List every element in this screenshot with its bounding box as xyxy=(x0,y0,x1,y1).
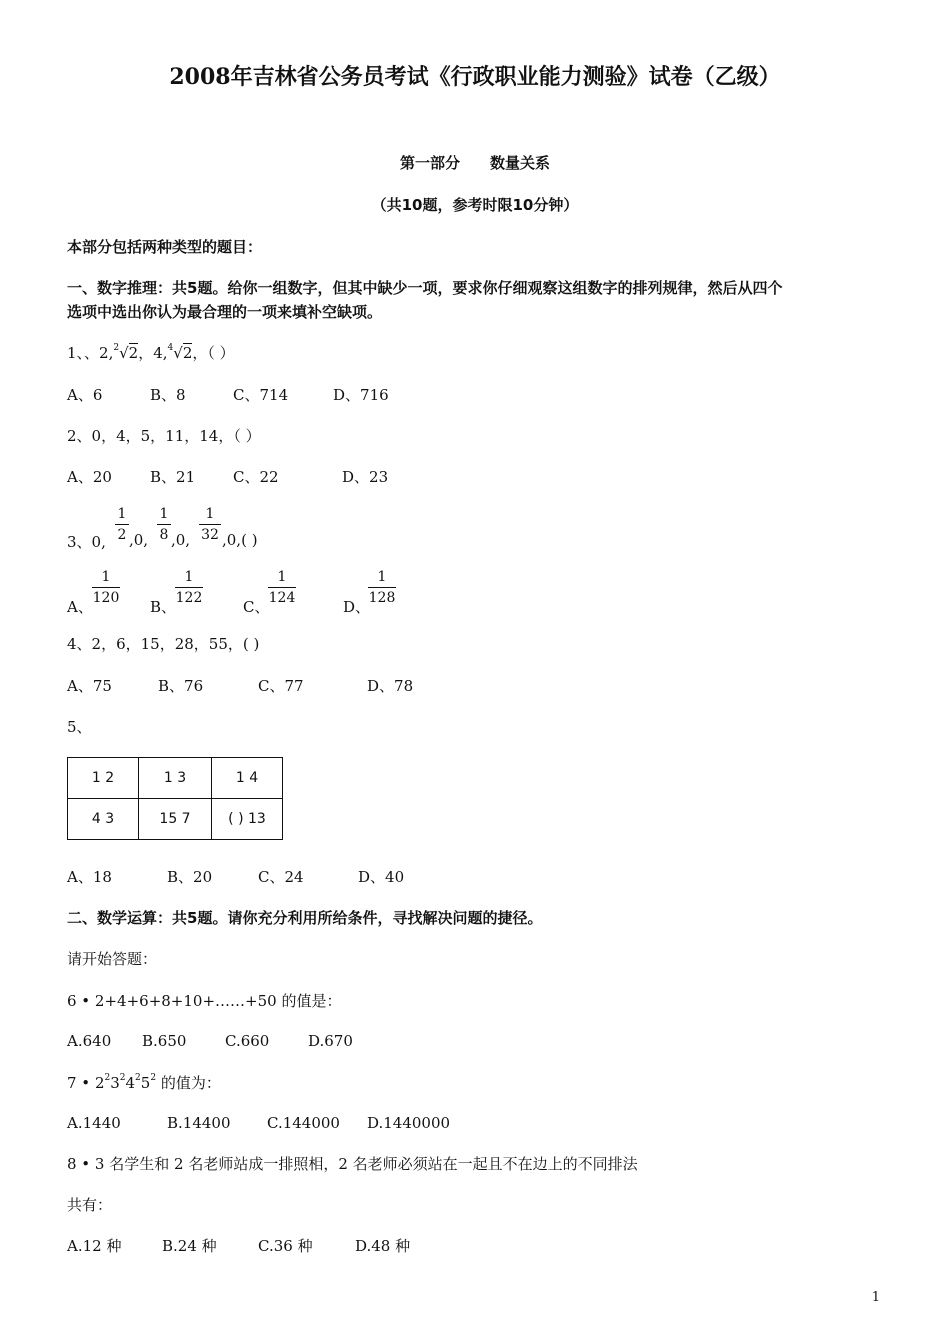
q5-option-d: D、40 xyxy=(358,868,405,886)
q5-option-b: B、20 xyxy=(167,868,213,886)
q3-option-a-label: A、 xyxy=(67,598,93,616)
q2-option-d: D、23 xyxy=(342,468,389,486)
q3-suffix: ,0,( ) xyxy=(222,531,258,549)
q1-option-d: D、716 xyxy=(333,386,389,404)
q5-number-grid xyxy=(67,757,283,840)
section2-heading: 二、数学运算：共5题。请你充分利用所给条件，寻找解决问题的捷径。 xyxy=(67,909,543,927)
q3-sep-1: ,0, xyxy=(129,531,149,549)
q3-option-d-fraction: 1 128 xyxy=(368,569,396,606)
page-number: 1 xyxy=(871,1290,880,1305)
q2-option-b: B、21 xyxy=(150,468,196,486)
q3-fraction-2: 1 8 xyxy=(157,506,171,543)
intro-text: 本部分包括两种类型的题目： xyxy=(67,238,263,256)
question-1 xyxy=(67,342,235,363)
start-instruction: 请开始答题： xyxy=(67,950,158,968)
q2-option-a: A、20 xyxy=(67,468,112,486)
q1-root2: $^4$√2 xyxy=(167,343,193,362)
part-heading: 第一部分 数量关系 xyxy=(399,154,550,172)
q1-prefix: 1、、2, xyxy=(67,344,114,362)
grid-cell: ( ) 13 xyxy=(212,799,283,840)
q3-option-c-fraction: 1 124 xyxy=(268,569,296,606)
q3-option-c-label: C、 xyxy=(243,598,270,616)
q6-option-b: B.650 xyxy=(142,1032,187,1050)
q7-option-d: D.1440000 xyxy=(367,1114,451,1132)
q1-option-b: B、8 xyxy=(150,386,186,404)
radical-icon: √ xyxy=(173,344,183,362)
q6-option-c: C.660 xyxy=(225,1032,270,1050)
radical-icon: √ xyxy=(119,344,129,362)
q3-option-d-label: D、 xyxy=(343,598,371,616)
grid-cell: 15 7 xyxy=(139,799,212,840)
q2-option-c: C、22 xyxy=(233,468,279,486)
grid-row xyxy=(68,799,283,840)
q7-option-b: B.14400 xyxy=(167,1114,231,1132)
q3-option-a-fraction: 1 120 xyxy=(92,569,120,606)
q5-option-a: A、18 xyxy=(67,868,112,886)
q3-fraction-1: 1 2 xyxy=(115,506,129,543)
q1-mid: ，4, xyxy=(138,344,168,362)
q1-option-c: C、714 xyxy=(233,386,289,404)
question-4: 4、2，6，15，28，55，( ) xyxy=(67,635,260,653)
question-8-line2: 共有： xyxy=(67,1196,113,1214)
document-title: 2008年吉林省公务员考试《行政职业能力测验》试卷（乙级） xyxy=(169,64,781,90)
q3-prefix: 3、0, xyxy=(67,533,106,551)
q6-option-d: D.670 xyxy=(308,1032,353,1050)
q5-option-c: C、24 xyxy=(258,868,304,886)
q3-option-b-label: B、 xyxy=(150,598,177,616)
q8-option-b: B.24 种 xyxy=(162,1237,217,1255)
q4-option-c: C、77 xyxy=(258,677,304,695)
grid-cell: 4 3 xyxy=(68,799,139,840)
q7-option-c: C.144000 xyxy=(267,1114,340,1132)
grid-cell: 1 3 xyxy=(139,758,212,799)
q1-option-a: A、6 xyxy=(67,386,103,404)
question-5: 5、 xyxy=(67,718,92,736)
q4-option-b: B、76 xyxy=(158,677,204,695)
q4-option-a: A、75 xyxy=(67,677,112,695)
q6-option-a: A.640 xyxy=(67,1032,112,1050)
section1-line1: 一、数字推理：共5题。给你一组数字，但其中缺少一项，要求你仔细观察这组数字的排列规律，然后从四个 xyxy=(67,279,783,297)
question-2: 2、0，4，5，11，14，（ ） xyxy=(67,427,261,445)
q3-sep-2: ,0, xyxy=(171,531,191,549)
q7-option-a: A.1440 xyxy=(67,1114,121,1132)
q8-option-a: A.12 种 xyxy=(67,1237,122,1255)
q8-option-d: D.48 种 xyxy=(355,1237,411,1255)
grid-cell: 1 2 xyxy=(68,758,139,799)
part-note: （共10题，参考时限10分钟） xyxy=(371,196,579,214)
question-7: 7 • $2^23^24^25^2$ 的值为： xyxy=(67,1073,221,1092)
question-8-line1: 8 • 3 名学生和 2 名老师站成一排照相，2 名老师必须站在一起且不在边上的不同排法 xyxy=(67,1155,638,1173)
question-6: 6 • 2+4+6+8+10+……+50 的值是： xyxy=(67,992,342,1010)
q4-option-d: D、78 xyxy=(367,677,414,695)
q3-fraction-3: 1 32 xyxy=(199,506,221,543)
q8-option-c: C.36 种 xyxy=(258,1237,313,1255)
grid-row xyxy=(68,758,283,799)
q1-suffix: ，（ ） xyxy=(192,344,235,362)
section1-line2: 选项中选出你认为最合理的一项来填补空缺项。 xyxy=(67,303,383,321)
grid-cell: 1 4 xyxy=(212,758,283,799)
q3-option-b-fraction: 1 122 xyxy=(175,569,203,606)
q1-root1: $^2$√2 xyxy=(113,343,139,362)
